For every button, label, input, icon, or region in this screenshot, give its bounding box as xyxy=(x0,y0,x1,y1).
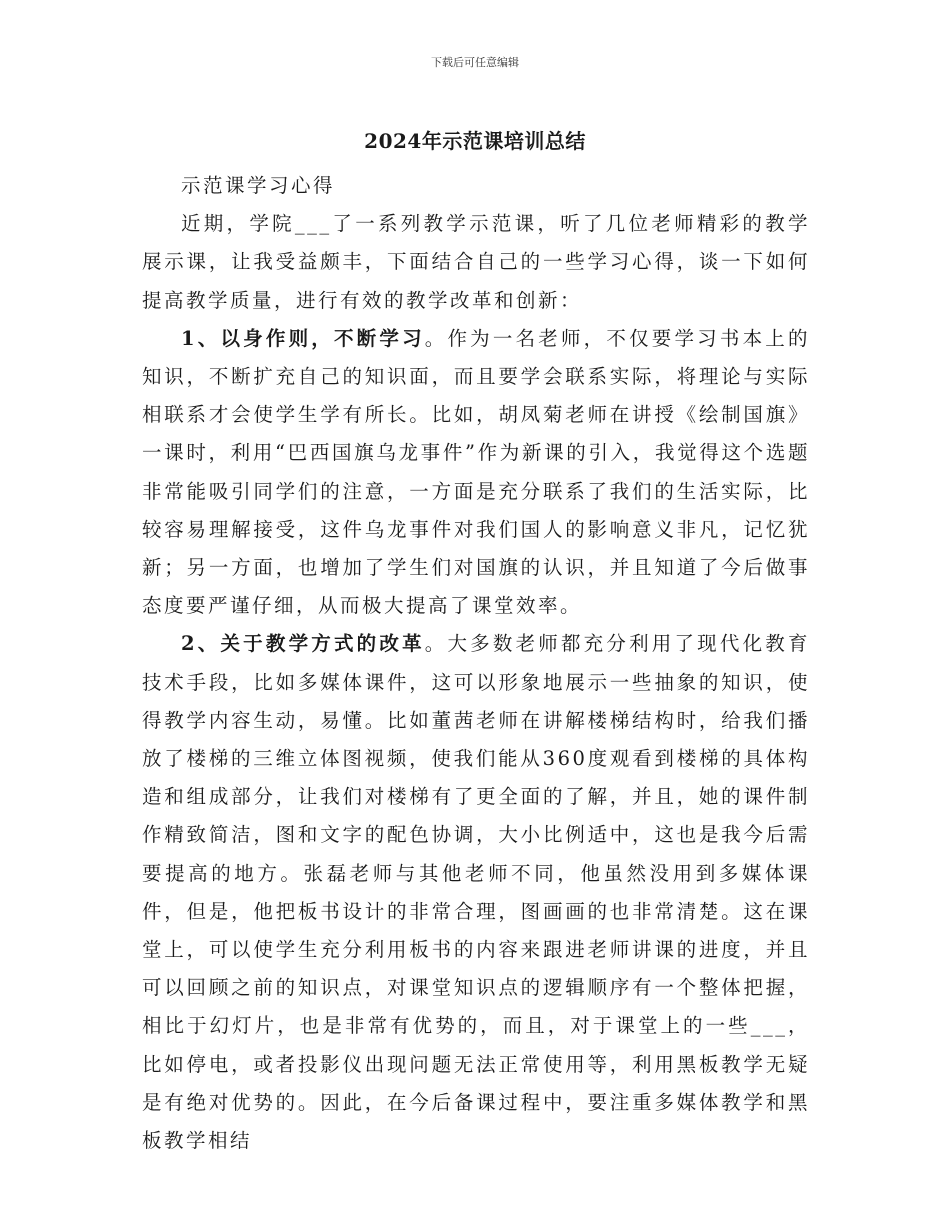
section-2-paragraph xyxy=(142,625,810,1160)
document-body xyxy=(142,167,810,1160)
document-subtitle: 示范课学习心得 xyxy=(181,174,336,197)
document-title: 2024年示范课培训总结 xyxy=(364,129,586,153)
section-2-heading: 2、关于教学方式的改革 xyxy=(181,632,425,656)
section-1-body: 。作为一名老师，不仅要学习书本上的知识，不断扩充自己的知识面，而且要学会联系实际，将理论与实际相联系才会使学生学有所长。比如，胡凤菊老师在讲授《绘制国旗》一课时，利用“巴西国旗乌龙事件”作为新课的引入，我觉得这个选题非常能吸引同学们的注意，一方面是充分联系了我们的生活实际，比较容易理解接受，这件乌龙事件对我们国人的影响意义非凡，记忆犹新；另一方面，也增加了学生们对国旗的认识，并且知道了今后做事态度要严谨仔细，从而极大提高了课堂效率。 xyxy=(142,326,810,618)
section-1-paragraph xyxy=(142,320,810,626)
page-header-note: 下载后可任意编辑 xyxy=(431,56,519,69)
section-2-body: 。大多数老师都充分利用了现代化教育技术手段，比如多媒体课件，这可以形象地展示一些抽象的知识，使得教学内容生动，易懂。比如董茜老师在讲解楼梯结构时，给我们播放了楼梯的三维立体图视频，使我们能从360度观看到楼梯的具体构造和组成部分，让我们对楼梯有了更全面的了解，并且，她的课件制作精致简洁，图和文字的配色协调，大小比例适中，这也是我今后需要提高的地方。张磊老师与其他老师不同，他虽然没用到多媒体课件，但是，他把板书设计的非常合理，图画画的也非常清楚。这在课堂上，可以使学生充分利用板书的内容来跟进老师讲课的进度，并且可以回顾之前的知识点，对课堂知识点的逻辑顺序有一个整体把握，相比于幻灯片，也是非常有优势的，而且，对于课堂上的一些___，比如停电，或者投影仪出现问题无法正常使用等，利用黑板教学无疑是有绝对优势的。因此，在今后备课过程中，要注重多媒体教学和黑板教学相结 xyxy=(142,632,810,1153)
intro-paragraph: 近期，学院___了一系列教学示范课，听了几位老师精彩的教学展示课，让我受益颇丰，下面结合自己的一些学习心得，谈一下如何提高教学质量，进行有效的教学改革和创新： xyxy=(142,212,810,312)
section-1-heading: 1、以身作则，不断学习 xyxy=(181,326,425,350)
